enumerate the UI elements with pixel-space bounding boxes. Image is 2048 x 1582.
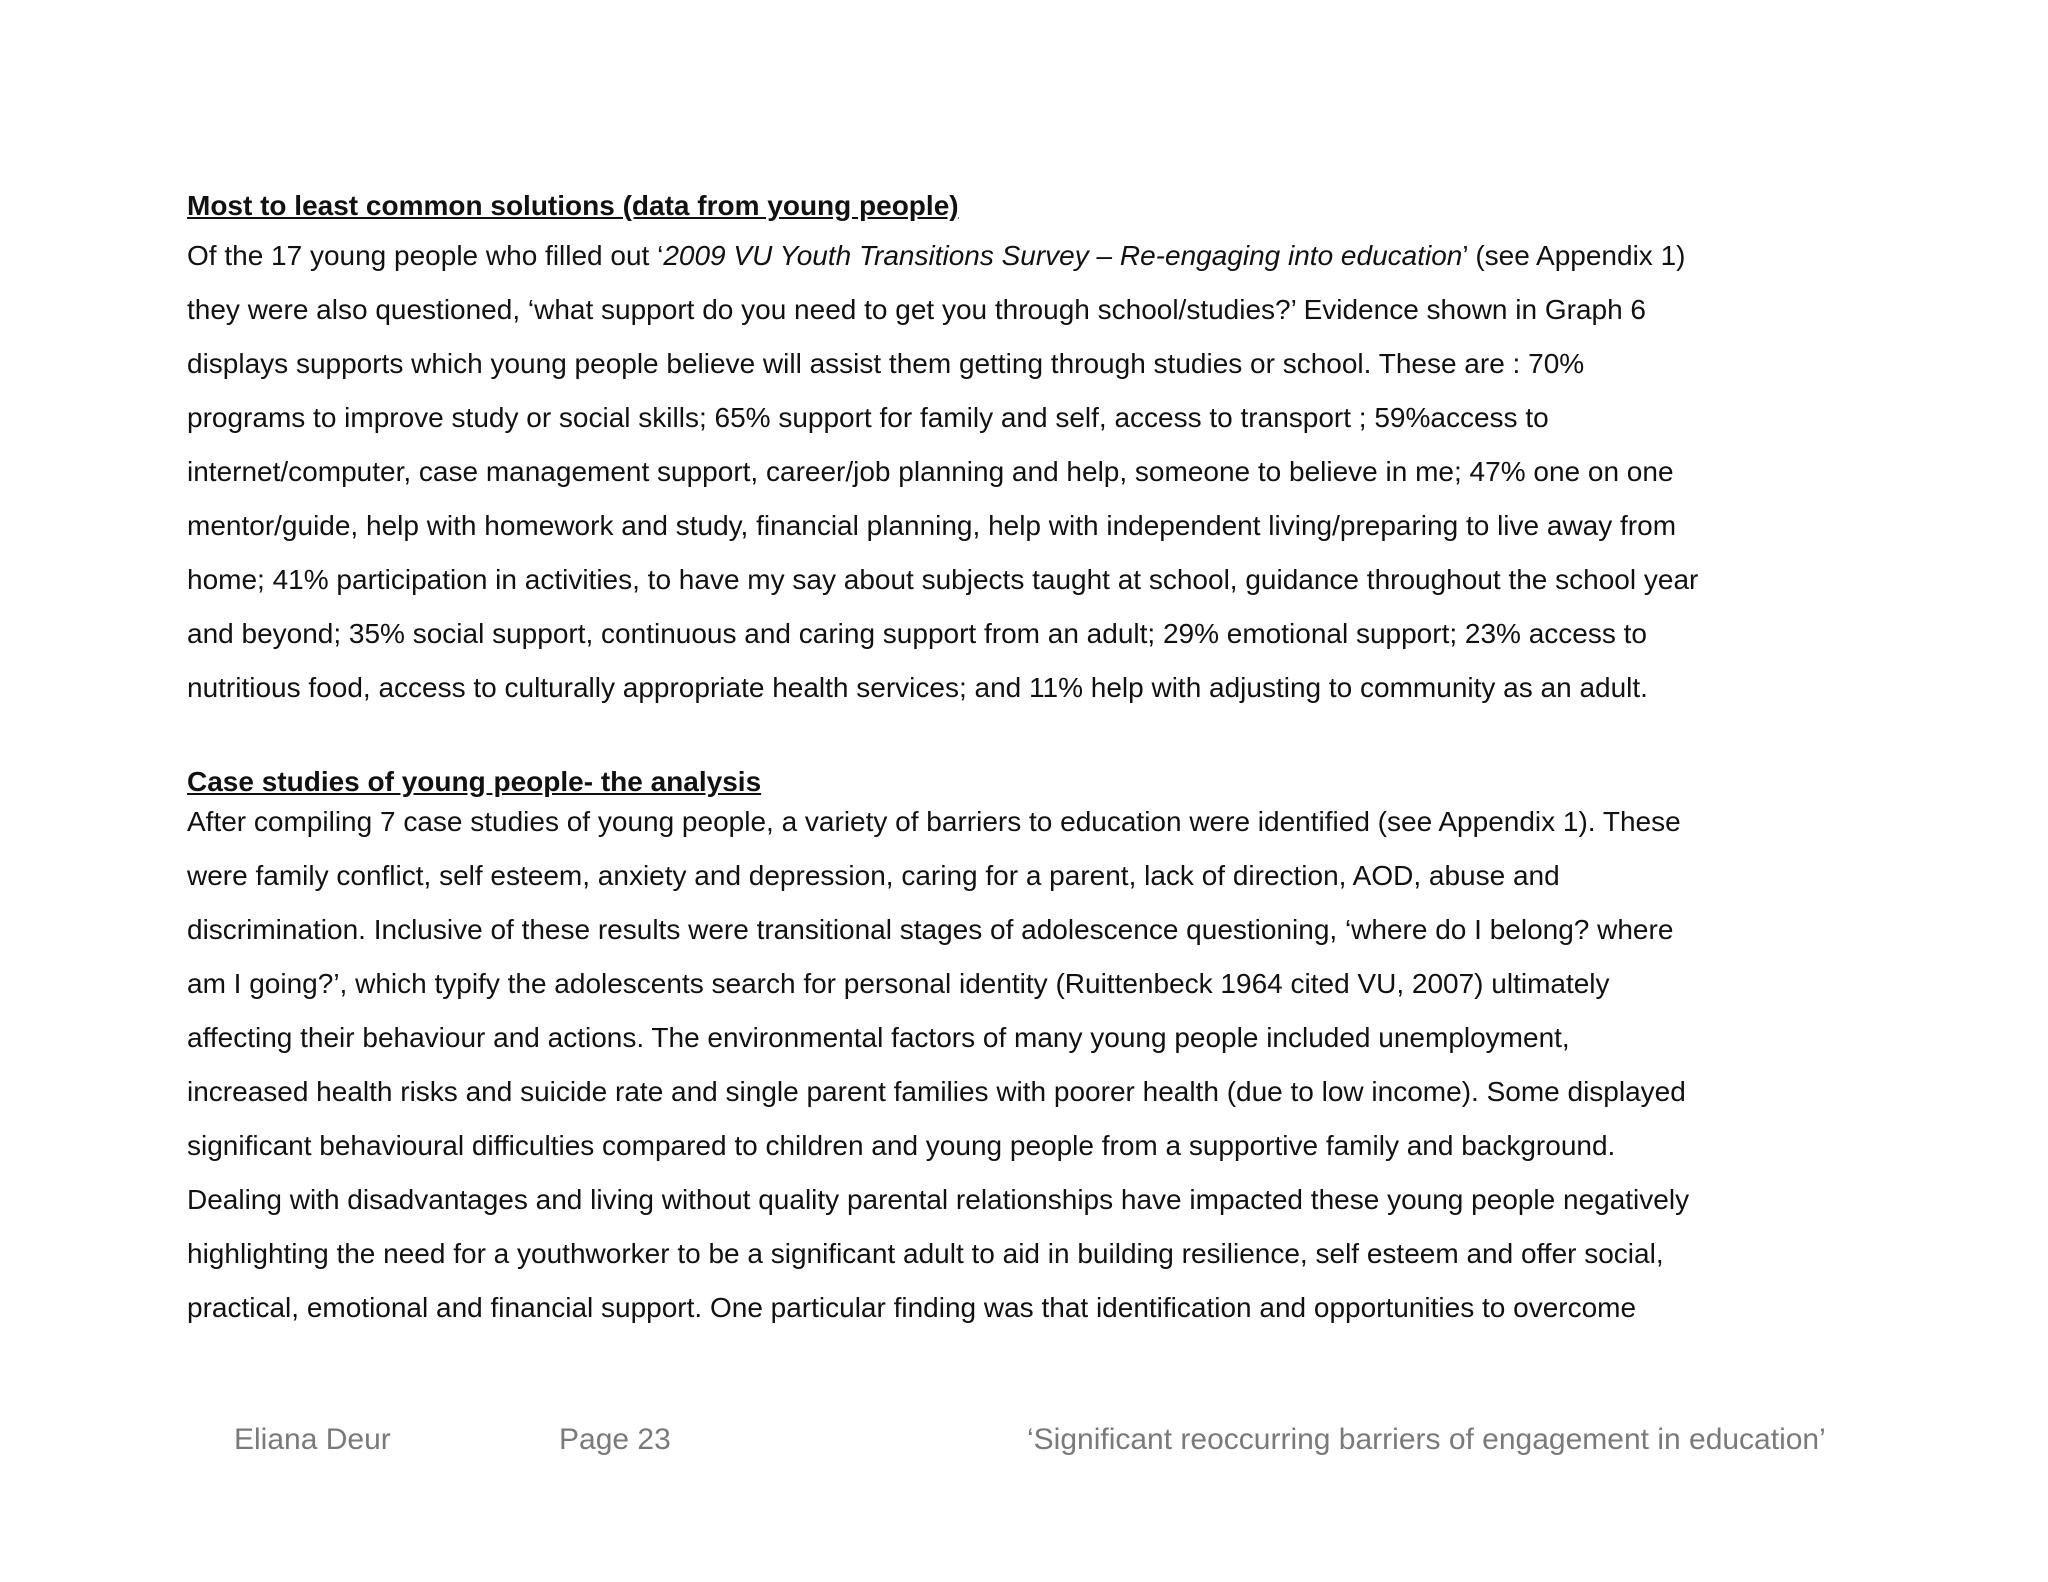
footer-author: Eliana Deur — [234, 1423, 391, 1456]
paragraph-line: Of the 17 young people who filled out ‘2009 VU Youth Transitions Survey – Re-engaging into education’ (see Appendix 1) — [187, 240, 1686, 271]
section-case-studies — [187, 764, 1887, 1335]
paragraph-line: nutritious food, access to culturally appropriate health services; and 11% help with adjusting to community as an adult. — [187, 672, 1648, 703]
section-heading: Case studies of young people- the analysis — [187, 766, 762, 797]
paragraph-line: highlighting the need for a youthworker to be a significant adult to aid in building resilience, self esteem and offer social, — [187, 1238, 1664, 1269]
survey-title: 2009 VU Youth Transitions Survey – Re-engaging into education — [663, 240, 1463, 271]
paragraph-line: mentor/guide, help with homework and study, financial planning, help with independent living/preparing to live away from — [187, 510, 1677, 541]
paragraph-line: internet/computer, case management support, career/job planning and help, someone to believe in me; 47% one on one — [187, 456, 1674, 487]
paragraph-line: home; 41% participation in activities, to have my say about subjects taught at school, guidance throughout the school year — [187, 564, 1699, 595]
section-heading: Most to least common solutions (data from young people) — [187, 190, 959, 221]
section-solutions — [187, 188, 1887, 715]
paragraph-line: practical, emotional and financial support. One particular finding was that identification and opportunities to overcome — [187, 1292, 1637, 1323]
paragraph-line: were family conflict, self esteem, anxiety and depression, caring for a parent, lack of direction, AOD, abuse and — [187, 860, 1560, 891]
footer-page-number: Page 23 — [559, 1423, 671, 1456]
paragraph-line: displays supports which young people believe will assist them getting through studies or school. These are : 70% — [187, 348, 1585, 379]
paragraph-line: increased health risks and suicide rate and single parent families with poorer health (due to low income). Some displayed — [187, 1076, 1686, 1107]
paragraph-line: significant behavioural difficulties compared to children and young people from a supportive family and background. — [187, 1130, 1616, 1161]
section-body — [187, 229, 1887, 715]
paragraph-line: programs to improve study or social skills; 65% support for family and self, access to transport ; 59%access to — [187, 402, 1549, 433]
paragraph-line: am I going?’, which typify the adolescents search for personal identity (Ruittenbeck 1964 cited VU, 2007) ultimately — [187, 968, 1610, 999]
paragraph-line: After compiling 7 case studies of young people, a variety of barriers to education were identified (see Appendix 1). These — [187, 806, 1681, 837]
section-body — [187, 795, 1887, 1335]
paragraph-line: and beyond; 35% social support, continuous and caring support from an adult; 29% emotional support; 23% access to — [187, 618, 1648, 649]
footer-document-title: ‘Significant reoccurring barriers of engagement in education’ — [1027, 1423, 1826, 1456]
paragraph-line: they were also questioned, ‘what support do you need to get you through school/studies?’ Evidence shown in Graph 6 — [187, 294, 1647, 325]
paragraph-line: discrimination. Inclusive of these results were transitional stages of adolescence questioning, ‘where do I belong? where — [187, 914, 1674, 945]
paragraph-line: Dealing with disadvantages and living without quality parental relationships have impacted these young people negatively — [187, 1184, 1690, 1215]
paragraph-line: affecting their behaviour and actions. The environmental factors of many young people included unemployment, — [187, 1022, 1570, 1053]
